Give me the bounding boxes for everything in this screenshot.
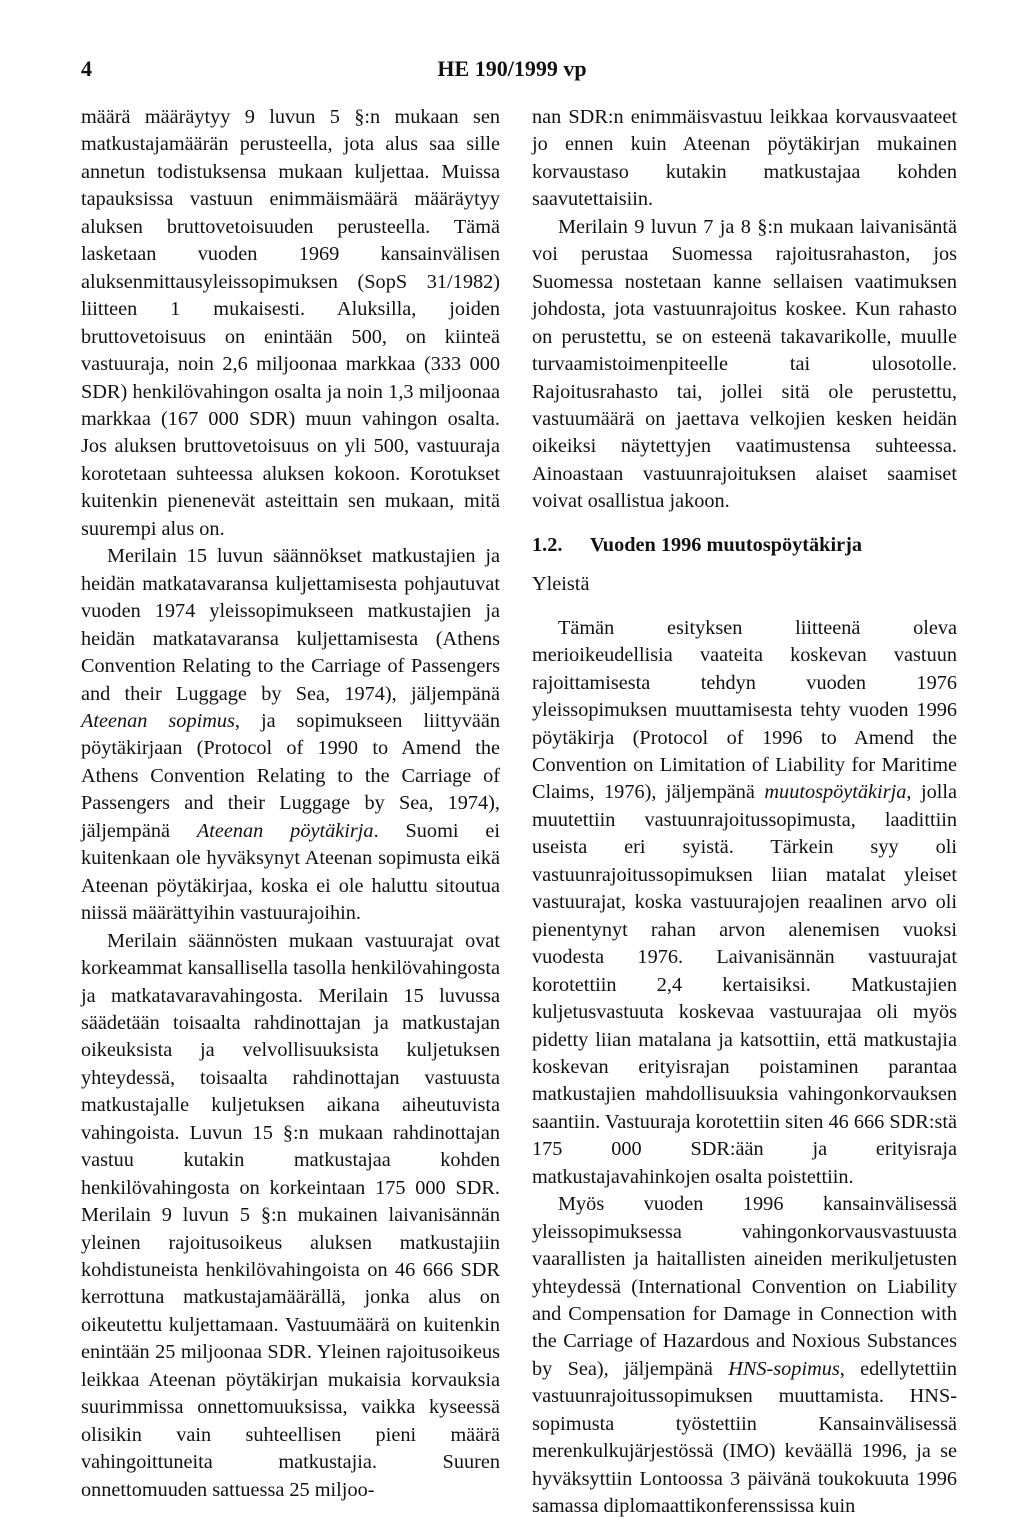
page-number: 4	[81, 56, 92, 81]
right-paragraph-4-text-a: Myös vuoden 1996 kansainvälisessä yleissopimuksessa vahingonkorvausvastuusta vaarallisten ja haitallisten aineiden merikuljetusten yhteydessä (International Convention on Liability and Compensation for Damage in Connection with the Carriage of Hazardous and Noxious Substances by Sea), jäljempänä	[532, 1193, 957, 1380]
left-paragraph-2	[81, 543, 500, 927]
section-title: Vuoden 1996 muutospöytäkirja	[590, 533, 862, 556]
section-number: 1.2.	[532, 533, 563, 556]
hns-sopimus-term: HNS-sopimus	[728, 1357, 840, 1380]
right-paragraph-1: nan SDR:n enimmäisvastuu leikkaa korvausvaateet jo ennen kuin Ateenan pöytäkirjan mukainen korvaustaso kutakin matkustajaa kohden saavutettaisiin.	[532, 106, 957, 211]
right-paragraph-3	[532, 615, 957, 1192]
right-column	[532, 104, 957, 1521]
section-heading	[532, 532, 957, 559]
right-paragraph-4	[532, 1191, 957, 1520]
running-head: HE 190/1999 vp	[437, 56, 587, 81]
right-paragraph-3-text-b: , jolla muutettiin vastuunrajoitussopimusta, laadittiin useista eri syistä. Tärkein syy oli vastuunrajoitussopimuksen liian matalat yleiset vastuurajat, koska vastuurajojen reaalinen arvo oli pienentynyt rahan arvon alenemisen vuoksi vuodesta 1976. Laivanisännän vastuurajat korotettiin 2,4 kertaisiksi. Matkustajien kuljetusvastuuta koskevaa vastuurajaa oli myös pidetty liian matalana ja katsottiin, että matkustajia koskevan erityisrajan poistaminen parantaa matkustajien mahdollisuuksia vahingonkorvauksen saantiin. Vastuuraja korotettiin siten 46 666 SDR:stä 175 000 SDR:ään ja erityisraja matkustajavahinkojen osalta poistettiin.	[532, 781, 957, 1188]
left-paragraph-2-text-b: , ja sopimukseen liittyvään pöytäkirjaan (Protocol of 1990 to Amend the Athens Convention Relating to the Carriage of Passengers and their Luggage by Sea, 1974), jäljempänä	[81, 709, 500, 842]
muutospoytakirja-term: muutospöytäkirja	[764, 781, 907, 804]
right-paragraph-4-text-b: , edellytettiin vastuunrajoitussopimuksen muuttamista. HNS-sopimusta työstettiin Kansainvälisessä merenkulkujärjestössä (IMO) keväällä 1996, ja se hyväksyttiin Lontoossa 3 päivänä toukokuuta 1996 samassa diplomaattikonferenssissa kuin	[532, 1357, 957, 1518]
right-paragraph-3-text-a: Tämän esityksen liitteenä oleva merioikeudellisia vaateita koskevan vastuun rajoittamisesta tehdyn vuoden 1976 yleissopimuksen muuttamisesta tehty vuoden 1996 pöytäkirja (Protocol of 1996 to Amend the Convention on Limitation of Liability for Maritime Claims, 1976), jäljempänä	[532, 616, 957, 804]
ateenan-poytakirja-term: Ateenan pöytäkirja	[196, 819, 374, 842]
left-paragraph-2-text-a: Merilain 15 luvun säännökset matkustajien ja heidän matkatavaransa kuljettamisesta pohjautuvat vuoden 1974 yleissopimukseen matkustajien ja heidän matkatavaransa kuljettamisesta (Athens Convention Relating to the Carriage of Passengers and their Luggage by Sea, 1974), jäljempänä	[81, 545, 500, 705]
left-paragraph-3: Merilain säännösten mukaan vastuurajat ovat korkeammat kansallisella tasolla henkilövahingosta ja matkatavaravahingosta. Merilain 15 luvussa säädetään toisaalta rahdinottajan ja matkustajan oikeuksista ja velvollisuuksista kuljetuksen yhteydessä, toisaalta rahdinottajan vastuusta matkustajalle kuljetuksen aikana aiheutuvista vahingoista. Luvun 15 §:n mukaan rahdinottajan vastuu kutakin matkustajaa kohden henkilövahingosta on korkeintaan 175 000 SDR. Merilain 9 luvun 5 §:n mukainen laivanisännän yleinen rajoitusoikeus aluksen matkustajiin kohdistuneista henkilövahingoista on 46 666 SDR kerrottuna matkustajamäärällä, jonka alus on oikeutettu kuljettamaan. Vastuumäärä on kuitenkin enintään 25 miljoonaa SDR. Yleinen rajoitusoikeus leikkaa Ateenan pöytäkirjan mukaisia korvauksia suurimmissa onnettomuuksissa, vaikka kyseessä olisikin vain suhteellisen pieni määrä vahingoittuneita matkustajia. Suuren onnettomuuden sattuessa 25 miljoo-	[81, 929, 500, 1501]
ateenan-sopimus-term: Ateenan sopimus	[81, 709, 235, 732]
subheading: Yleistä	[532, 573, 590, 596]
left-paragraph-1: määrä määräytyy 9 luvun 5 §:n mukaan sen matkustajamäärän perusteella, jota alus saa sille annetun todistuksensa mukaan kuljettaa. Muissa tapauksissa vastuun enimmäismäärä määräytyy aluksen bruttovetoisuuden perusteella. Tämä lasketaan vuoden 1969 kansainvälisen aluksenmittausyleissopimuksen (SopS 31/1982) liitteen 1 mukaisesti. Aluksilla, joiden bruttovetoisuus on enintään 500, on kiinteä vastuuraja, noin 2,6 miljoonaa markkaa (333 000 SDR) henkilövahingon osalta ja noin 1,3 miljoonaa markkaa (167 000 SDR) muun vahingon osalta. Jos aluksen bruttovetoisuus on yli 500, vastuuraja korotetaan suhteessa aluksen kokoon. Korotukset kuitenkin pienenevät asteittain sen mukaan, mitä suurempi alus on.	[81, 106, 500, 540]
right-paragraph-2: Merilain 9 luvun 7 ja 8 §:n mukaan laivanisäntä voi perustaa Suomessa rajoitusrahaston, jos Suomessa nostetaan kanne sellaisen vaatimuksen johdosta, jota vastuunrajoitus koskee. Kun rahasto on perustettu, se on esteenä takavarikolle, muulle turvaamistoimenpiteelle tai ulosotolle. Rajoitusrahasto tai, jollei sitä ole perustettu, vastuumäärä on jaettava velkojien kesken heidän oikeiksi näytettyjen vaatimustensa suhteessa. Ainoastaan vastuunrajoituksen alaiset saamiset voivat osallistua jakoon.	[532, 215, 957, 513]
left-paragraph-2-text-c: . Suomi ei kuitenkaan ole hyväksynyt Ateenan sopimusta eikä Ateenan pöytäkirjaa, koska ei ole haluttu sitoutua niissä määrättyihin vastuurajoihin.	[81, 819, 500, 925]
left-column	[81, 104, 500, 1504]
